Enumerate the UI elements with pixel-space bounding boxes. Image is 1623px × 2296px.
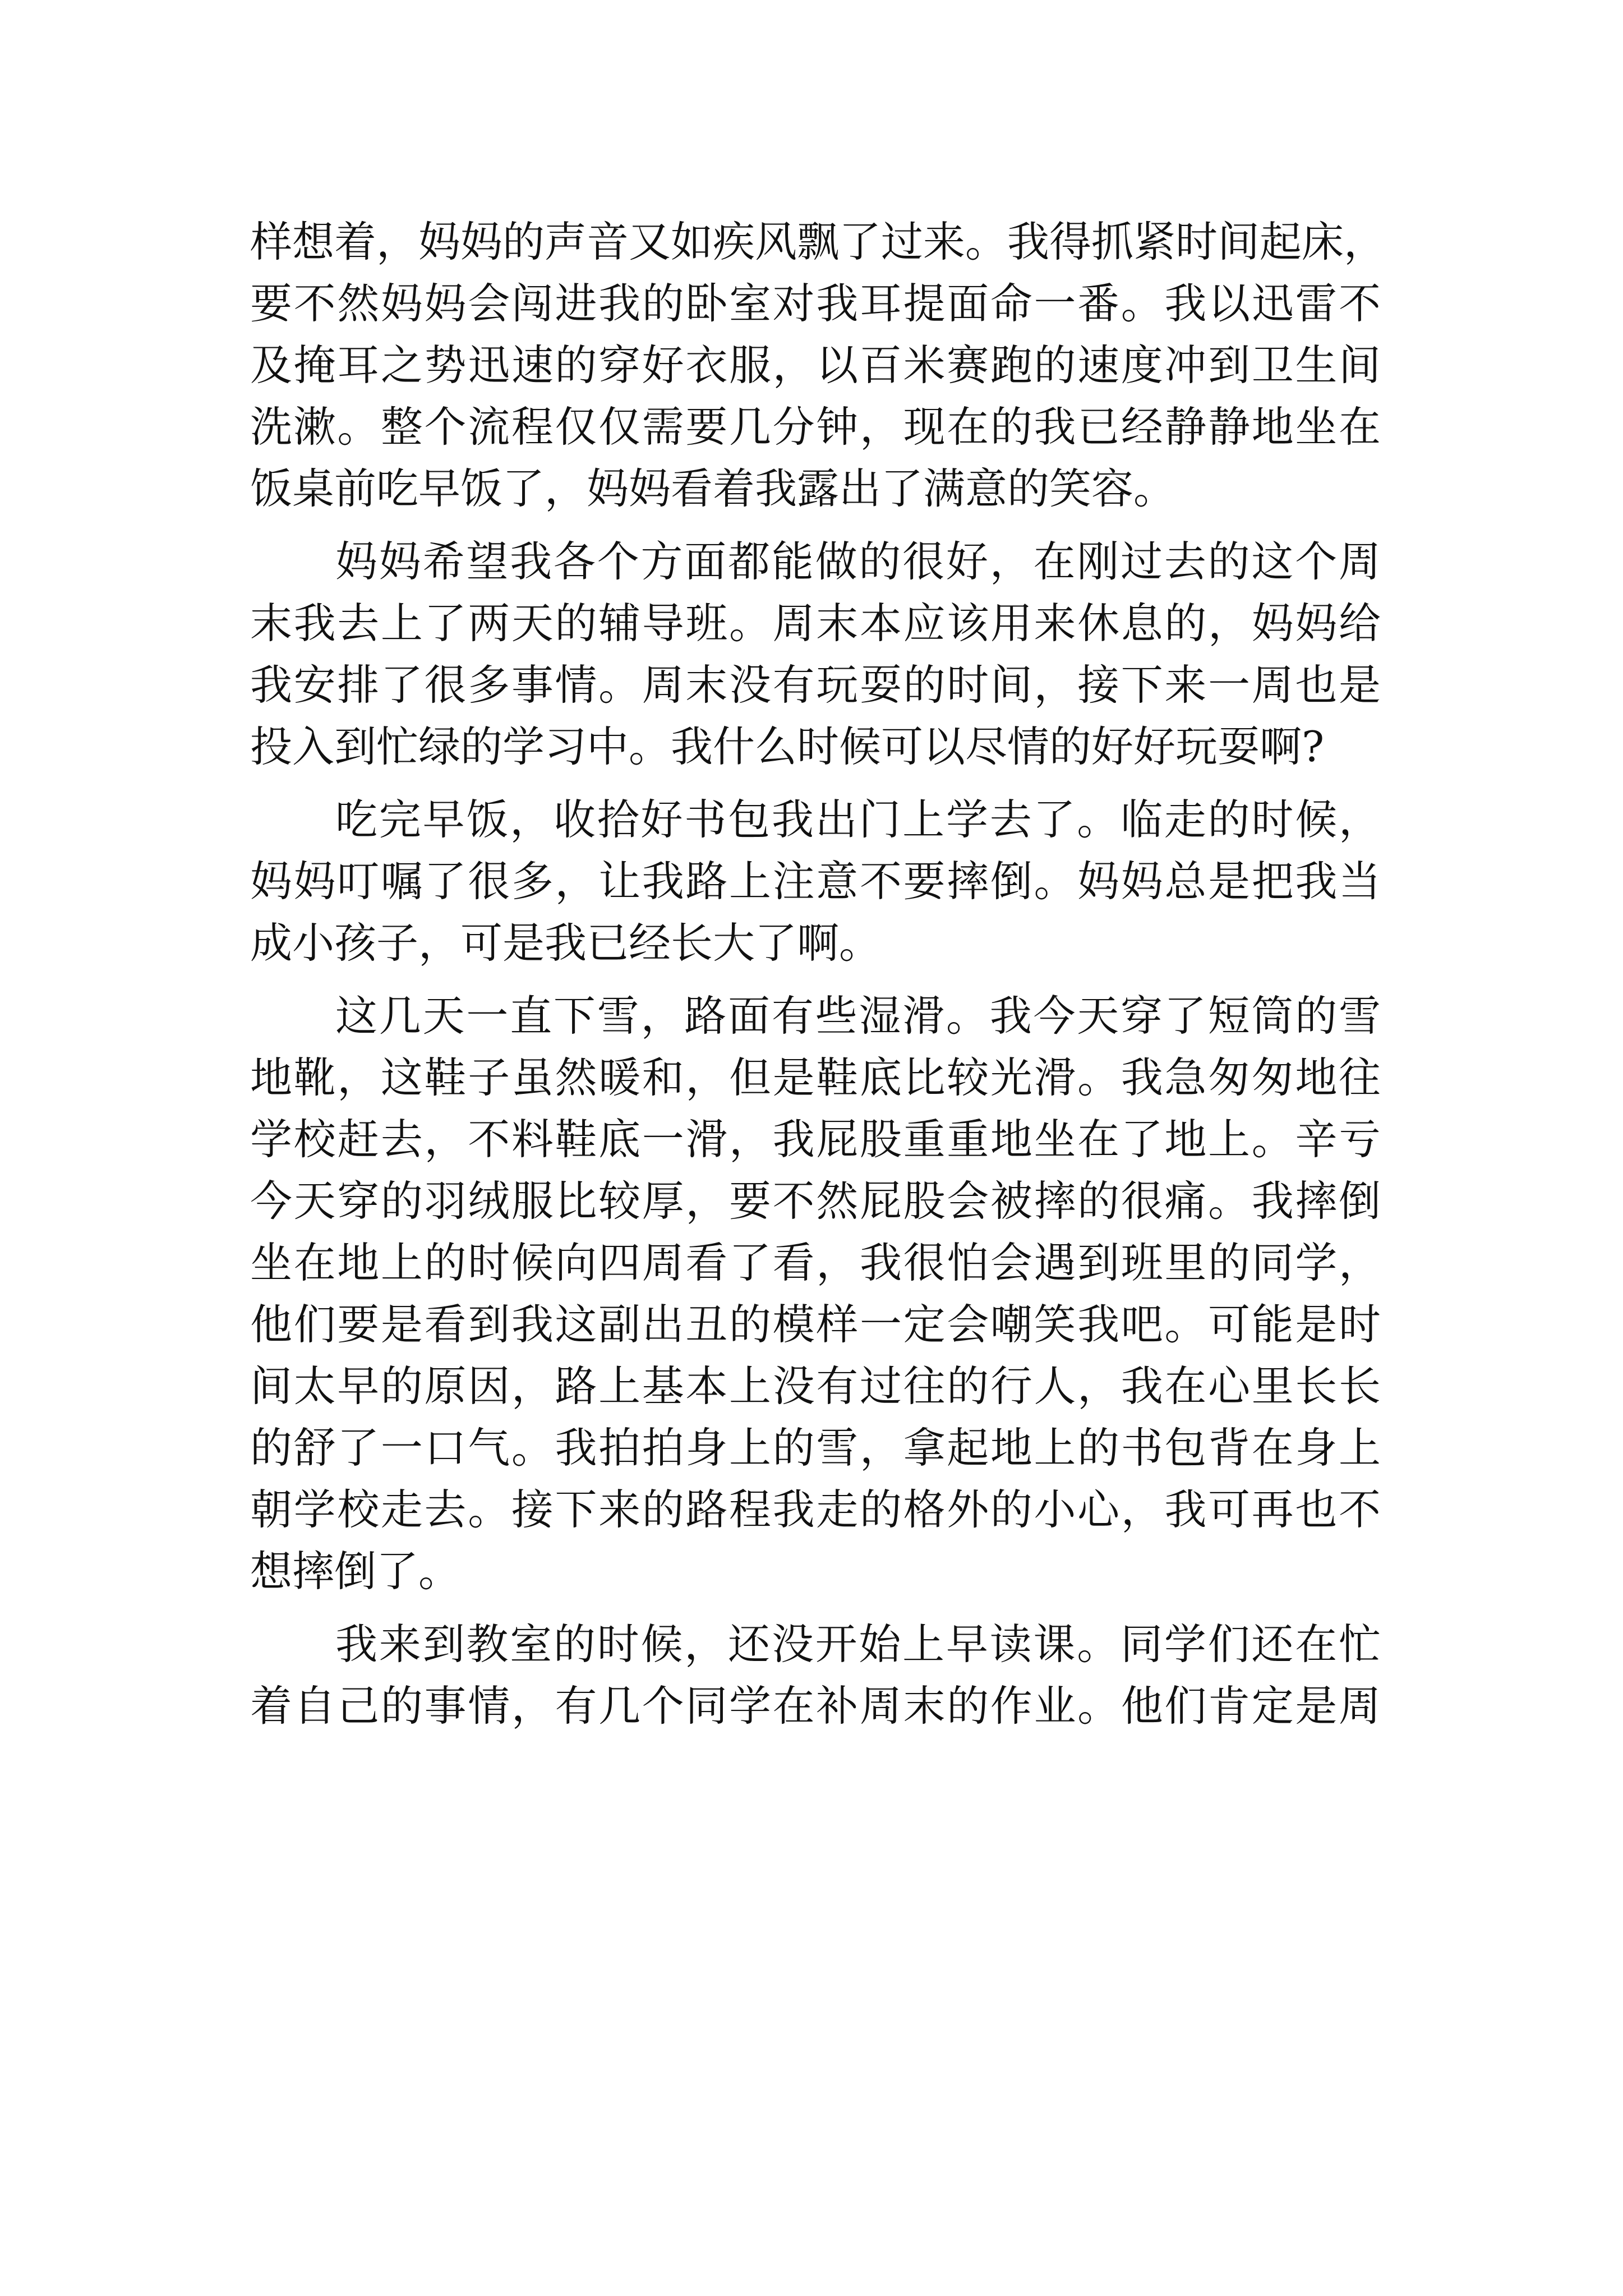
text-line: 着自己的事情，有几个同学在补周末的作业。他们肯定是周 [250,1681,1381,1731]
text-line: 学校赶去，不料鞋底一滑，我屁股重重地坐在了地上。辛亏 [250,1115,1381,1164]
text-line: 的舒了一口气。我拍拍身上的雪，拿起地上的书包背在身上 [250,1423,1381,1473]
text-line: 妈妈希望我各个方面都能做的很好，在刚过去的这个周 [335,537,1381,586]
document-body [250,211,1386,1737]
text-line: 洗漱。整个流程仅仅需要几分钟，现在的我已经静静地坐在 [250,402,1381,452]
text-line: 这几天一直下雪，路面有些湿滑。我今天穿了短筒的雪 [335,991,1381,1041]
text-line: 吃完早饭，收拾好书包我出门上学去了。临走的时候， [335,795,1381,844]
text-line: 投入到忙绿的学习中。我什么时候可以尽情的好好玩耍啊? [250,722,1325,771]
text-line: 成小孩子，可是我已经长大了啊。 [250,918,882,968]
text-line: 我来到教室的时候，还没开始上早读课。同学们还在忙 [335,1619,1381,1669]
text-line: 坐在地上的时候向四周看了看，我很怕会遇到班里的同学， [250,1238,1381,1287]
text-line: 样想着，妈妈的声音又如疾风飘了过来。我得抓紧时间起床， [250,217,1386,266]
text-line: 妈妈叮嘱了很多，让我路上注意不要摔倒。妈妈总是把我当 [250,857,1381,906]
text-line: 及掩耳之势迅速的穿好衣服，以百米赛跑的速度冲到卫生间 [250,341,1381,390]
text-line: 朝学校走去。接下来的路程我走的格外的小心，我可再也不 [250,1485,1381,1534]
text-line: 我安排了很多事情。周末没有玩耍的时间，接下来一周也是 [250,660,1381,710]
text-line: 他们要是看到我这副出丑的模样一定会嘲笑我吧。可能是时 [250,1300,1381,1349]
text-line: 想摔倒了。 [250,1547,461,1596]
text-line: 饭桌前吃早饭了，妈妈看着我露出了满意的笑容。 [250,464,1176,513]
text-line: 地靴，这鞋子虽然暖和，但是鞋底比较光滑。我急匆匆地往 [250,1053,1381,1102]
text-line: 间太早的原因，路上基本上没有过往的行人，我在心里长长 [250,1361,1381,1411]
text-line: 末我去上了两天的辅导班。周末本应该用来休息的，妈妈给 [250,599,1381,648]
text-line: 要不然妈妈会闯进我的卧室对我耳提面命一番。我以迅雷不 [250,279,1381,328]
text-line: 今天穿的羽绒服比较厚，要不然屁股会被摔的很痛。我摔倒 [250,1176,1381,1226]
